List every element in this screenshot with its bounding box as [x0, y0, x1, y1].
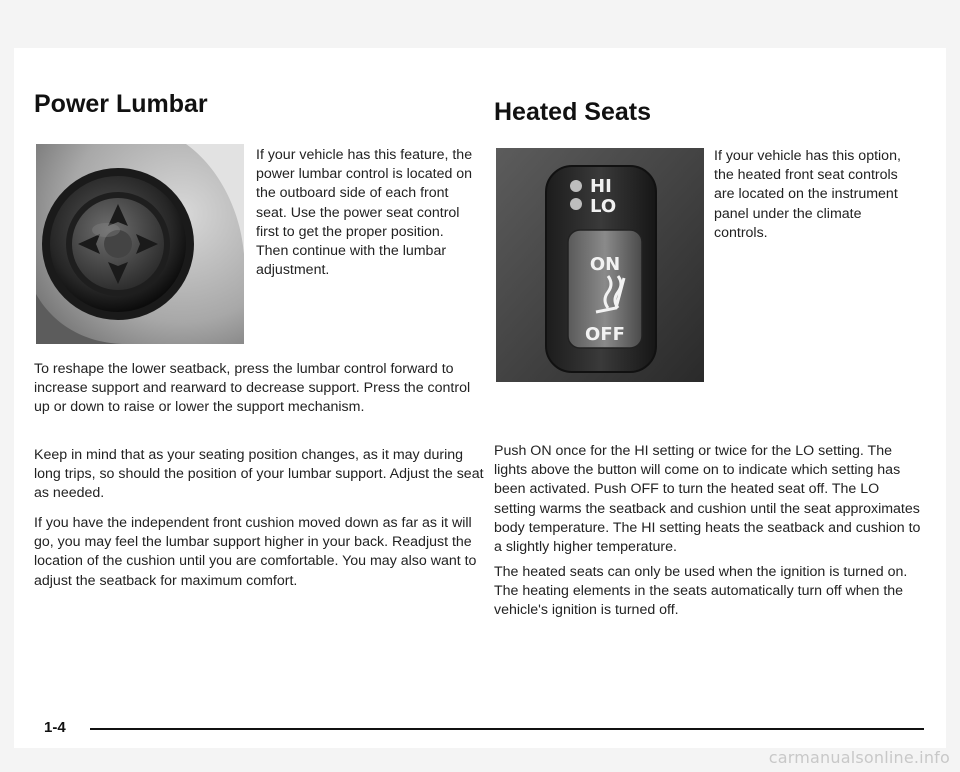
power-lumbar-paragraph-2: Keep in mind that as your seating position changes, as it may during long trips, so should the position of your lumbar support. Adjust the seat as needed.: [34, 447, 484, 502]
power-lumbar-control-photo: [36, 144, 244, 344]
switch-label-lo: LO: [590, 196, 617, 217]
switch-label-hi: HI: [590, 176, 612, 197]
power-lumbar-heading: Power Lumbar: [34, 90, 208, 118]
heated-seats-heading: Heated Seats: [494, 98, 652, 126]
watermark: carmanualsonline.info: [768, 748, 950, 767]
switch-label-off: OFF: [585, 324, 625, 345]
power-lumbar-paragraph-3: If you have the independent front cushion moved down as far as it will go, you may feel the lumbar support higher in your back. Readjust the location of the cushion until you are comfortable. You may also want to adjust the seatback for maximum comfort.: [34, 515, 477, 589]
heated-seats-paragraph-2: The heated seats can only be used when the ignition is turned on. The heating elements in the seats automatically turn off when the vehicle's ignition is turned off.: [494, 564, 908, 619]
footer-rule: [90, 728, 924, 730]
heated-seat-switch-photo: [496, 148, 704, 382]
power-lumbar-paragraph-1: To reshape the lower seatback, press the lumbar control forward to increase support and rearward to decrease support. Press the control up or down to raise or lower the support mechanism.: [34, 361, 471, 416]
page-number: 1-4: [44, 719, 66, 736]
power-lumbar-intro: If your vehicle has this feature, the power lumbar control is located on the outboard side of each front seat. Use the power seat control first to get the proper position. Then continue with the lumbar adjustment.: [256, 147, 473, 279]
heated-seats-paragraph-1: Push ON once for the HI setting or twice for the LO setting. The lights above the button will come on to indicate which setting has been activated. Push OFF to turn the heated seat off. The LO setting warms the seatback and cushion until the seat approximates body temperature. The HI setting heats the seatback and cushion to a slightly higher temperature.: [494, 443, 921, 556]
switch-label-on: ON: [589, 254, 621, 275]
heated-seats-intro: If your vehicle has this option, the heated front seat controls are located on the instrument panel under the climate controls.: [714, 148, 901, 241]
manual-page: [14, 48, 946, 748]
